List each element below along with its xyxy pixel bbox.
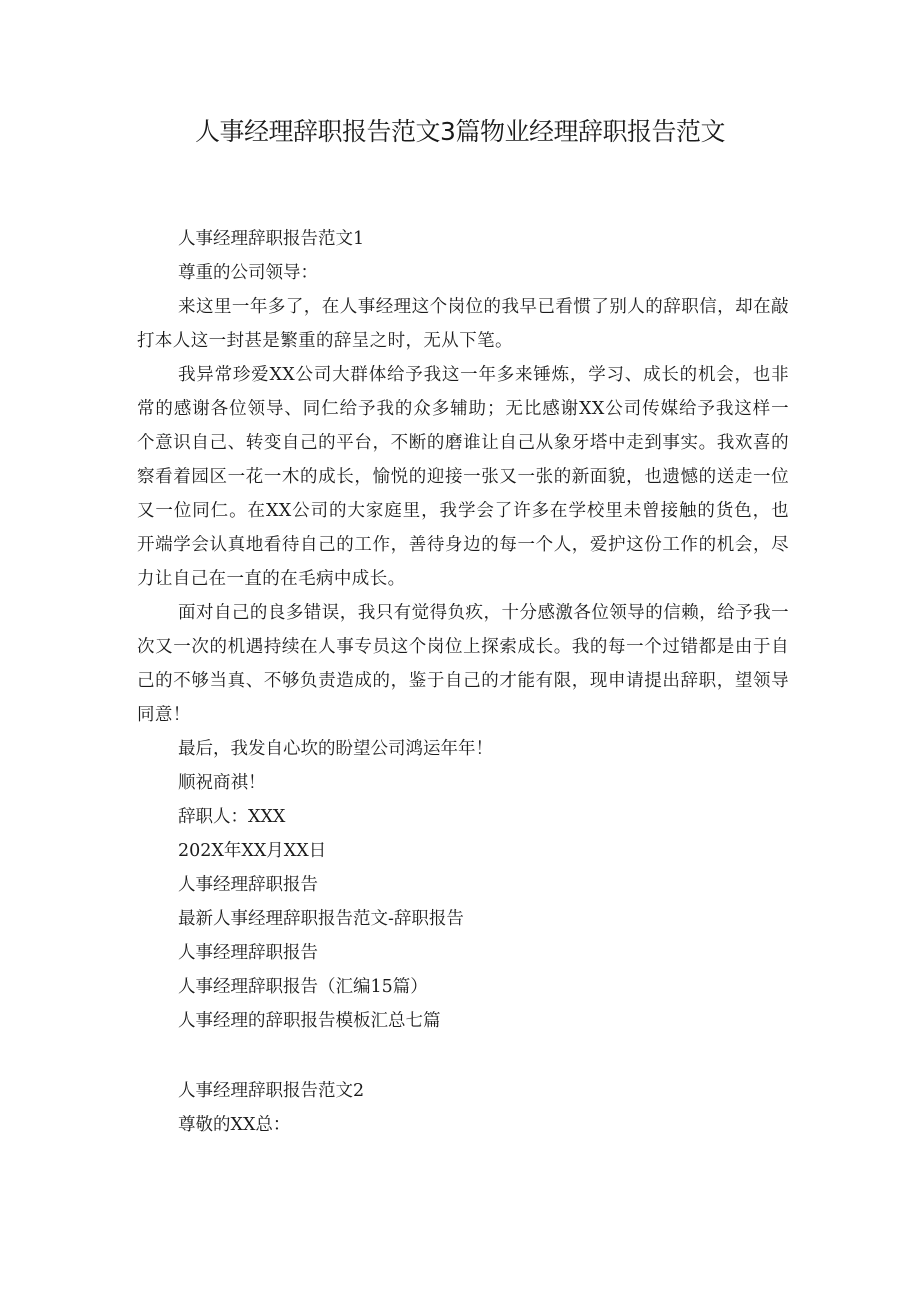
related-link: 人事经理的辞职报告模板汇总七篇 — [178, 1011, 441, 1031]
document-body — [137, 222, 789, 1142]
section-heading: 人事经理辞职报告范文1 — [178, 229, 365, 249]
paragraph: 面对自己的良多错误，我只有觉得负疚，十分感激各位领导的信赖，给予我一次又一次的机遇持续在人事专员这个岗位上探索成长。我的每一个过错都是由于自己的不够当真、不够负责造成的，鉴于自己的才能有限，现申请提出辞职，望领导同意！ — [137, 603, 789, 725]
signer-line: 辞职人：XXX — [178, 807, 286, 827]
closing-line: 最后，我发自心坎的盼望公司鸿运年年！ — [178, 739, 493, 759]
salutation: 尊重的公司领导： — [178, 263, 318, 283]
salutation: 尊敬的XX总： — [178, 1115, 291, 1135]
related-link: 人事经理辞职报告 — [178, 875, 318, 895]
paragraph: 我异常珍爱XX公司大群体给予我这一年多来锤炼，学习、成长的机会，也非常的感谢各位领导、同仁给予我的众多辅助；无比感谢XX公司传媒给予我这样一个意识自己、转变自己的平台，不断的磨谁让自己从象牙塔中走到事实。我欢喜的察看着园区一花一木的成长，愉悦的迎接一张又一张的新面貌，也遗憾的送走一位又一位同仁。在XX公司的大家庭里，我学会了许多在学校里未曾接触的货色，也开端学会认真地看待自己的工作，善待身边的每一个人，爱护这份工作的机会，尽力让自己在一直的在毛病中成长。 — [137, 365, 789, 589]
section-heading: 人事经理辞职报告范文2 — [178, 1081, 365, 1101]
related-link: 最新人事经理辞职报告范文-辞职报告 — [178, 909, 464, 929]
section-spacer — [137, 1038, 789, 1074]
related-link: 人事经理辞职报告 — [178, 943, 318, 963]
date-line: 202X年XX月XX日 — [178, 841, 327, 861]
paragraph: 来这里一年多了，在人事经理这个岗位的我早已看惯了别人的辞职信，却在敲打本人这一封甚是繁重的辞呈之时，无从下笔。 — [137, 297, 789, 351]
related-link: 人事经理辞职报告（汇编15篇） — [178, 977, 428, 997]
document-title: 人事经理辞职报告范文3篇物业经理辞职报告范文 — [195, 117, 725, 146]
regards-line: 顺祝商祺！ — [178, 773, 266, 793]
